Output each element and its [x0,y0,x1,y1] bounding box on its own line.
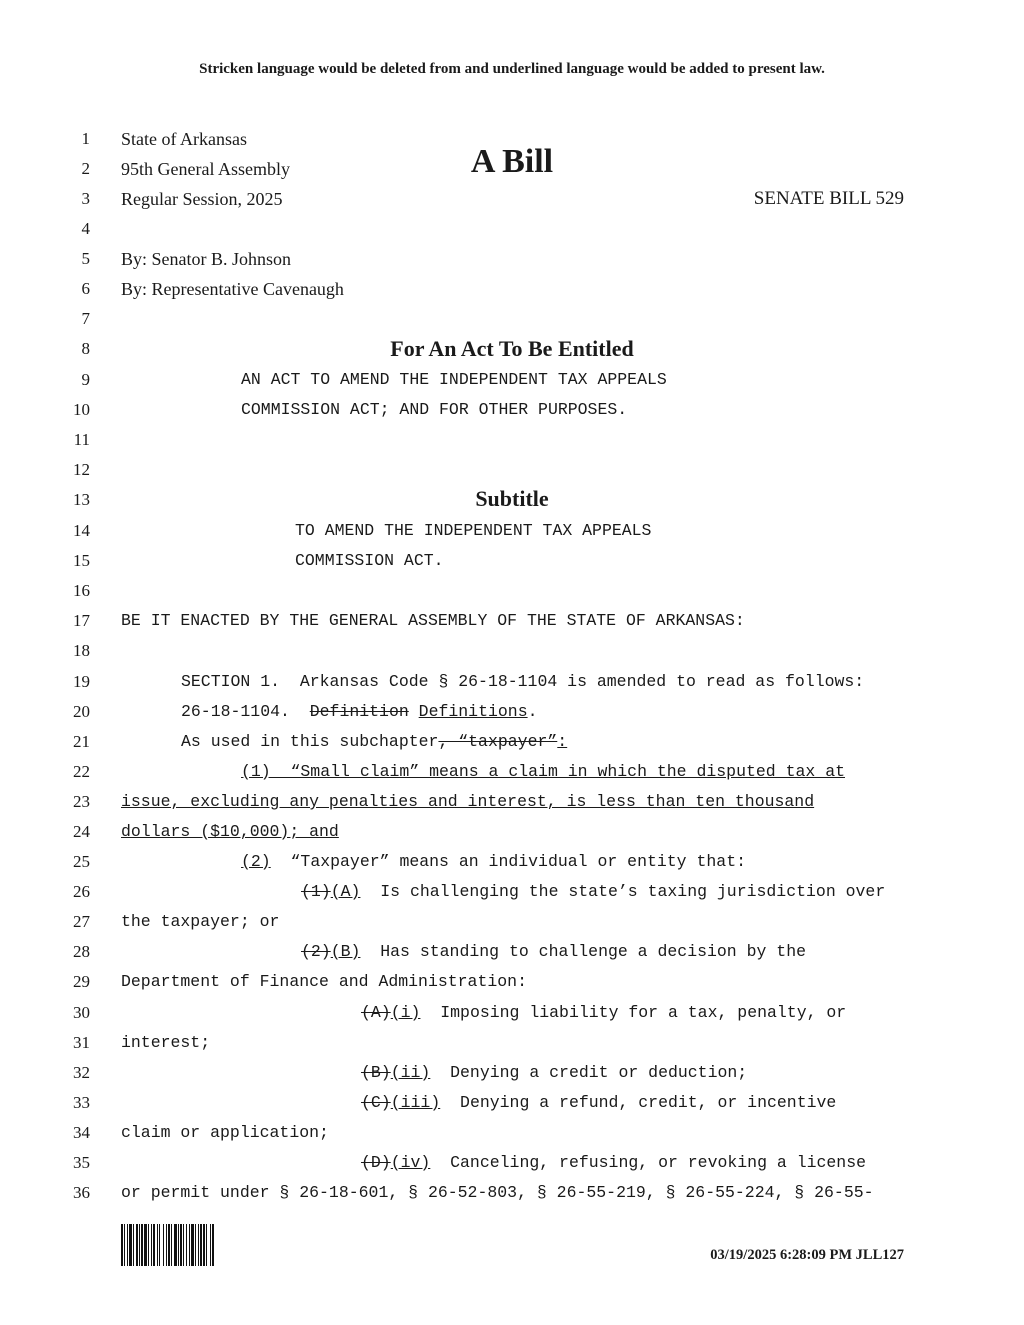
state-name: State of Arkansas [121,129,247,149]
line-number: 17 [73,611,90,630]
subtitle-line-2: COMMISSION ACT. [295,551,444,570]
line-number: 29 [73,972,90,991]
taxpayer-definition [241,852,746,872]
stricken-text: (C) [361,1093,391,1112]
entitled-heading: For An Act To Be Entitled [390,336,634,361]
lead-in-text: As used in this subchapter [181,732,439,751]
line-number: 16 [73,581,90,600]
line-number: 9 [81,370,90,389]
item-b-continued: Department of Finance and Administration: [121,972,527,991]
line-number: 22 [73,762,90,781]
session: Regular Session, 2025 [121,189,283,209]
stricken-text: Definition [309,702,409,721]
sponsor-representative: By: Representative Cavenaugh [121,279,344,299]
stricken-text: (A) [361,1003,391,1022]
enacting-clause: BE IT ENACTED BY THE GENERAL ASSEMBLY OF THE STATE OF ARKANSAS: [121,611,745,630]
line-number: 12 [73,460,90,479]
added-text: (ii) [390,1063,431,1082]
line-number: 8 [81,339,90,358]
small-claim-definition-2: issue, excluding any penalties and interest, is less than ten thousand [121,792,815,811]
sponsor-senator: By: Senator B. Johnson [121,249,292,269]
definitions-lead-in [181,732,567,752]
line-number: 10 [73,400,90,419]
subtitle-line-1: TO AMEND THE INDEPENDENT TAX APPEALS [295,521,652,540]
added-text: Definitions [418,702,528,721]
added-text: (B) [330,942,361,961]
line-number: 33 [73,1093,90,1112]
item-text: Imposing liability for a tax, penalty, or [420,1003,847,1022]
line-number: 23 [73,792,90,811]
line-number: 28 [73,942,90,961]
entitled-line-2: COMMISSION ACT; AND FOR OTHER PURPOSES. [241,400,628,419]
barcode-icon [121,1224,249,1266]
line-number: 2 [81,159,90,178]
added-text: (A) [330,882,361,901]
line-number: 20 [73,702,90,721]
line-number: 31 [73,1033,90,1052]
small-claim-definition-1: (1) “Small claim” means a claim in which the disputed tax at [241,762,845,781]
section-1-intro: SECTION 1. Arkansas Code § 26-18-1104 is amended to read as follows: [181,672,865,691]
item-ii-line [361,1063,747,1083]
line-number: 7 [81,309,90,328]
line-number: 21 [73,732,90,751]
added-text: (iii) [390,1093,441,1112]
item-iv-line [361,1153,866,1173]
item-iii-line [361,1093,836,1113]
item-text: Denying a refund, credit, or incentive [440,1093,837,1112]
line-number: 24 [73,822,90,841]
line-number: 35 [73,1153,90,1172]
line-number: 1 [81,129,90,148]
item-a-line [301,882,885,902]
item-text: Has standing to challenge a decision by the [360,942,807,961]
line-number: 5 [81,249,90,268]
line-number: 13 [73,490,90,509]
line-number: 14 [73,521,90,540]
separator [409,702,419,721]
line-number: 19 [73,672,90,691]
stricken-text: (B) [361,1063,391,1082]
subtitle-heading: Subtitle [475,486,549,511]
stricken-text: , “taxpayer” [438,732,558,751]
item-b-line [301,942,806,962]
item-text: Canceling, refusing, or revoking a license [430,1153,866,1172]
general-assembly: 95th General Assembly [121,159,290,179]
definition-text: “Taxpayer” means an individual or entity that: [270,852,746,871]
added-text: (2) [241,852,271,871]
footer-timestamp: 03/19/2025 6:28:09 PM JLL127 [710,1247,904,1263]
stricken-text: (1) [301,882,331,901]
added-text: (iv) [390,1153,431,1172]
amendment-notice: Stricken language would be deleted from and underlined language would be added to present law. [199,61,825,77]
line-number: 36 [73,1183,90,1202]
stricken-text: (D) [361,1153,391,1172]
item-text: Is challenging the state’s taxing jurisdiction over [360,882,886,901]
added-text: (i) [390,1003,421,1022]
line-number: 3 [81,189,90,208]
line-number: 27 [73,912,90,931]
document-type: A Bill [470,143,554,180]
section-heading-line [181,702,538,722]
item-iv-continued: or permit under § 26-18-601, § 26-52-803, § 26-55-219, § 26-55-224, § 26-55- [121,1183,874,1202]
line-number: 25 [73,852,90,871]
item-iii-continued: claim or application; [121,1123,329,1142]
item-a-continued: the taxpayer; or [121,912,280,931]
line-number: 30 [73,1003,90,1022]
small-claim-definition-3: dollars ($10,000); and [121,822,339,841]
added-text: : [557,732,568,751]
item-i-continued: interest; [121,1033,211,1052]
line-number: 26 [73,882,90,901]
line-number: 4 [81,219,90,238]
entitled-line-1: AN ACT TO AMEND THE INDEPENDENT TAX APPEALS [241,370,667,389]
stricken-text: (2) [301,942,331,961]
section-number: 26-18-1104. [181,702,310,721]
line-number: 15 [73,551,90,570]
line-number: 11 [73,430,90,449]
bill-number: SENATE BILL 529 [753,188,904,209]
item-i-line [361,1003,846,1023]
line-number: 6 [81,279,90,298]
line-number: 34 [73,1123,90,1142]
line-number: 18 [73,641,90,660]
item-text: Denying a credit or deduction; [430,1063,748,1082]
line-number: 32 [73,1063,90,1082]
period: . [527,702,538,721]
